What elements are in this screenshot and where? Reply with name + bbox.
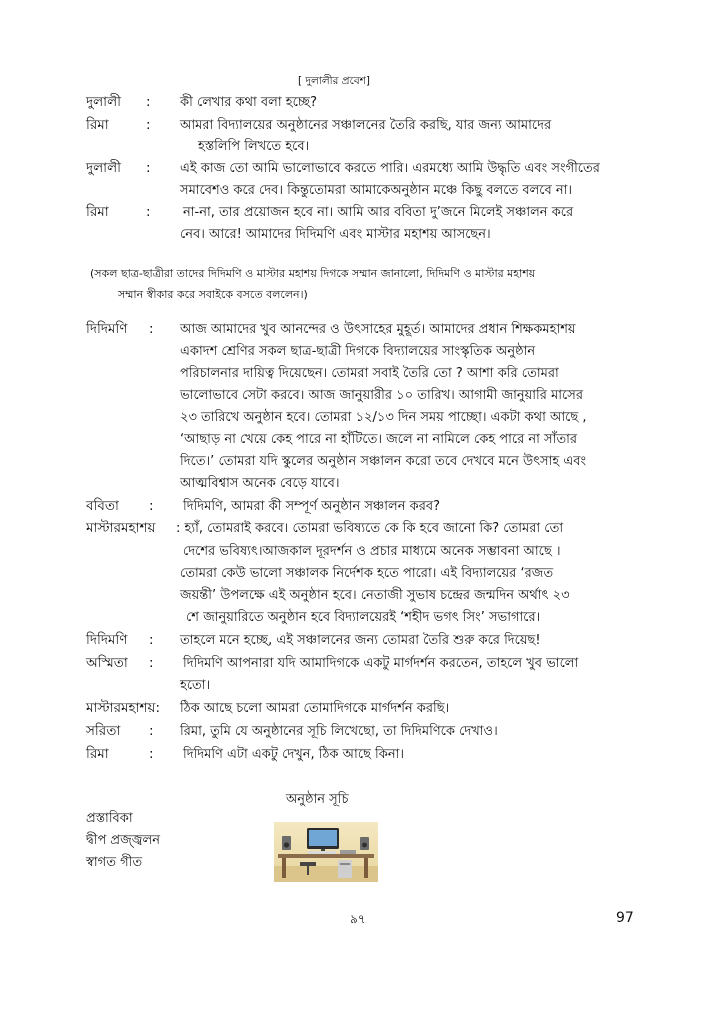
dialogue-line: কী লেখার কথা বলা হচ্ছে?: [180, 95, 317, 110]
speaker-asmita: অস্মিতা: [86, 655, 128, 671]
dialogue-line: তাহলে মনে হচ্ছে, এই সঞ্চালনের জন্য তোমরা তৈরি শুরু করে দিয়েছ!: [180, 633, 541, 648]
dialogue-line: এই কাজ তো আমি ভালোভাবে করতে পারি। এরমধ্যে আমি উদ্ধৃতি এবং সংগীতের: [180, 161, 600, 176]
dialogue-line: না-না, তার প্রয়োজন হবে না। আমি আর ববিতা দু’জনে মিলেই সঞ্চালন করে: [183, 205, 574, 220]
speaker-masterm: মাস্টারমহাশয়: [86, 520, 156, 536]
speaker-dulali: দুলালী: [86, 94, 121, 110]
speaker-colon: :: [146, 94, 151, 110]
speaker-colon: :: [146, 117, 151, 133]
speaker-colon: :: [149, 723, 154, 739]
dialogue-line: সমাবেশও করে দেব। কিন্তুতোমরা আমাকেঅনুষ্ঠান মঞ্চে কিছু বলতে বলবে না।: [180, 183, 573, 198]
dialogue-line: ঠিক আছে চলো আমরা তোমাদিগকে মার্গদর্শন করছি।: [180, 701, 450, 716]
speaker-masterm: মাস্টারমহাশয়:: [86, 700, 160, 716]
dialogue-line: আমরা বিদ্যালয়ের অনুষ্ঠানের সঞ্চালনের তৈরি করছি, যার জন্য আমাদের: [180, 118, 552, 133]
dialogue-line: শে জানুয়ারিতে অনুষ্ঠান হবে বিদ্যালয়েরই ‘শহীদ ভগৎ সিং’ সভাগারে।: [186, 610, 541, 625]
dialogue-line: রিমা, তুমি যে অনুষ্ঠানের সূচি লিখেছো, তা দিদিমণিকে দেখাও।: [180, 724, 498, 739]
speaker-rima: রিমা: [86, 204, 109, 220]
dialogue-line: দিদিমণি এটা একটু দেখুন, ঠিক আছে কিনা।: [183, 747, 405, 762]
dialogue-line: দিতে।’ তোমরা যদি স্কুলের অনুষ্ঠান সঞ্চালন করো তবে দেখবে মনে উৎসাহ এবং: [180, 454, 587, 469]
speaker-rima: রিমা: [86, 746, 109, 762]
speaker-colon: :: [149, 321, 154, 337]
page-number: 97: [616, 910, 634, 926]
dialogue-line: পরিচালনার দায়িত্ব দিয়েছেন। তোমরা সবাই তৈরি তো ? আশা করি তোমরা: [180, 366, 559, 381]
speaker-colon: :: [146, 204, 151, 220]
dialogue-line: আত্মবিশ্বাস অনেক বেড়ে যাবে।: [180, 476, 340, 491]
speaker-didimoni: দিদিমণি: [86, 321, 128, 337]
speaker-colon: :: [149, 655, 154, 671]
program-title: অনুষ্ঠান সূচি: [286, 792, 349, 807]
speaker-rima: রিমা: [86, 117, 109, 133]
dialogue-line: হস্তলিপি লিখতে হবে।: [198, 139, 310, 154]
dialogue-line: দিদিমণি আপনারা যদি আমাদিগকে একটু মার্গদর্শন করতেন, তাহলে খুব ভালো: [183, 656, 579, 671]
dialogue-line: আজ আমাদের খুব আনন্দের ও উৎসাহের মুহূর্ত। আমাদের প্রধান শিক্ষকমহাশয়: [180, 322, 576, 337]
speaker-colon: :: [149, 746, 154, 762]
stage-direction-greeting: (সকল ছাত্র-ছাত্রীরা তাদের দিদিমণি ও মাস্টার মহাশয় দিগকে সম্মান জানালো, দিদিমণি ও মাস্টার মহাশয়: [90, 267, 536, 280]
speaker-babita: ববিতা: [86, 498, 119, 514]
dialogue-line: ‘আছাড় না খেয়ে কেহ পারে না হাঁটিতে। জলে না নামিলে কেহ পারে না সাঁতার: [180, 432, 578, 447]
speaker-colon: :: [149, 632, 154, 648]
dialogue-line: হতো।: [180, 678, 211, 693]
program-item: প্রস্তাবিকা: [86, 811, 133, 826]
speaker-colon: :: [149, 498, 154, 514]
dialogue-line: একাদশ শ্রেণির সকল ছাত্র-ছাত্রী দিগকে বিদ্যালয়ের সাংস্কৃতিক অনুষ্ঠান: [180, 344, 536, 359]
dialogue-line: দিদিমণি, আমরা কী সম্পূর্ণ অনুষ্ঠান সঞ্চালন করব?: [183, 499, 441, 514]
dialogue-line: : হ্যাঁ, তোমরাই করবে। তোমরা ভবিষ্যতে কে কি হবে জানো কি? তোমরা তো: [176, 521, 564, 536]
dialogue-line: নেব। আরে! আমাদের দিদিমণি এবং মাস্টার মহাশয় আসছেন।: [180, 227, 491, 242]
speaker-didimoni: দিদিমণি: [86, 632, 128, 648]
dialogue-line: ভালোভাবে সেটা করবে। আজ জানুয়ারীর ১০ তারিখ। আগামী জানুয়ারি মাসের: [180, 388, 583, 403]
program-item: স্বাগত গীত: [86, 855, 143, 870]
stage-direction-entry: [ দুলালীর প্রবেশ]: [298, 75, 370, 87]
speaker-sarita: সরিতা: [86, 723, 121, 739]
stage-direction-greeting: সম্মান স্বীকার করে সবাইকে বসতে বললেন।): [118, 288, 308, 301]
speaker-dulali: দুলালী: [86, 160, 121, 176]
program-item: দ্বীপ প্রজ্জ্বলন: [86, 833, 160, 848]
dialogue-line: জয়ন্তী’ উপলক্ষে এই অনুষ্ঠান হবে। নেতাজী সুভাষ চন্দ্রের জন্মদিন অর্থাৎ ২৩: [180, 588, 570, 603]
media-desk-illustration: [274, 822, 378, 882]
dialogue-line: দেশের ভবিষ্যৎ।আজকাল দূরদর্শন ও প্রচার মাধ্যমে অনেক সম্ভাবনা আছে ।: [183, 544, 561, 559]
page-number-bengali: ৯৭: [350, 912, 366, 926]
speaker-colon: :: [146, 160, 151, 176]
dialogue-line: ২৩ তারিখে অনুষ্ঠান হবে। তোমরা ১২/১৩ দিন সময় পাচ্ছো। একটা কথা আছে ,: [180, 410, 587, 425]
dialogue-line: তোমরা কেউ ভালো সঞ্চালক নির্দেশক হতে পারো। এই বিদ্যালয়ের ‘রজত: [180, 566, 554, 581]
